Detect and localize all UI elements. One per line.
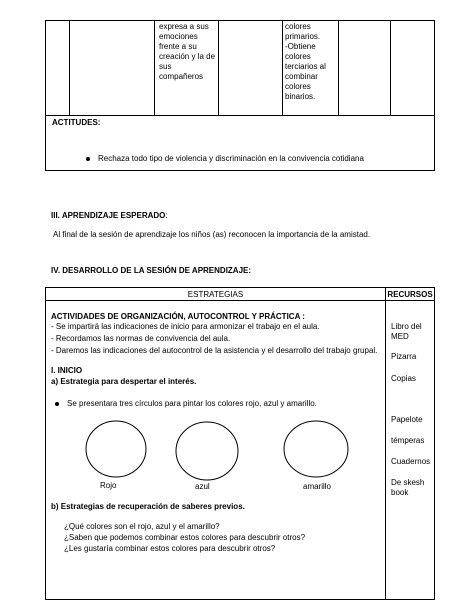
estrategia-b-heading: b) Estrategias de recuperación de saberes previos. xyxy=(51,502,245,511)
col-header-estrategias: ESTRATEGIAS xyxy=(187,290,244,299)
section-3-heading-colon: : xyxy=(165,211,168,220)
actitudes-heading: ACTITUDES: xyxy=(52,118,101,127)
pregunta-1: ¿Qué colores son el rojo, azul y el amarillo? xyxy=(64,522,220,531)
pregunta-2: ¿Saben que podemos combinar estos colores para descubrir otros? xyxy=(64,533,306,542)
pregunta-3: ¿Les gustaría combinar estos colores para descubrir otros? xyxy=(64,544,276,553)
recurso-cuadernos: Cuadernos xyxy=(391,457,431,466)
recurso-temperas: témperas xyxy=(391,436,425,445)
section-3-heading-text: III. APRENDIZAJE ESPERADO xyxy=(51,211,166,220)
circle-label-azul: azul xyxy=(195,482,210,491)
recurso-sketchbook: De skesh book xyxy=(391,478,425,497)
circle-rojo xyxy=(86,421,146,477)
table-cell-colores: colores primarios. -Obtiene colores terciarios al combinar colores binarios. xyxy=(285,22,326,101)
inicio-heading: I. INICIO xyxy=(51,366,83,375)
recurso-papelote: Papelote xyxy=(391,415,423,424)
recurso-libro: Libro del MED xyxy=(391,322,422,341)
actitudes-item-text: Rechaza todo tipo de violencia y discriminación en la convivencia cotidiana xyxy=(98,154,364,163)
section-3-body: Al final de la sesión de aprendizaje los niños (as) reconocen la importancia de la amistad. xyxy=(53,230,371,239)
col-header-recursos: RECURSOS xyxy=(387,290,433,299)
estrategia-a-heading: a) Estrategia para despertar el interés. xyxy=(51,377,197,386)
circle-azul xyxy=(176,422,238,480)
section-4-heading: IV. DESARROLLO DE LA SESIÓN DE APRENDIZAJE: xyxy=(51,266,252,275)
circle-amarillo xyxy=(284,421,348,477)
circle-label-rojo: Rojo xyxy=(100,481,117,490)
circulos-item-text: Se presentara tres círculos para pintar los colores rojo, azul y amarillo. xyxy=(67,399,317,408)
actividades-heading: ACTIVIDADES DE ORGANIZACIÓN, AUTOCONTROL Y PRÁCTICA : xyxy=(51,312,305,321)
table-cell-emociones: expresa a sus emociones frente a su creación y la de sus compañeros xyxy=(159,22,216,81)
actividad-item-2: - Recordamos las normas de convivencia del aula. xyxy=(51,334,231,343)
actividad-item-3: - Daremos las indicaciones del autocontrol de la asistencia y el desarrollo del trabajo grupal. xyxy=(51,346,378,355)
recurso-pizarra: Pizarra xyxy=(391,352,417,361)
recurso-copias: Copias xyxy=(391,374,416,383)
actividad-item-1: - Se impartirá las indicaciones de inicio para armonizar el trabajo en el aula. xyxy=(51,322,320,331)
circle-label-amarillo: amarillo xyxy=(303,482,332,491)
